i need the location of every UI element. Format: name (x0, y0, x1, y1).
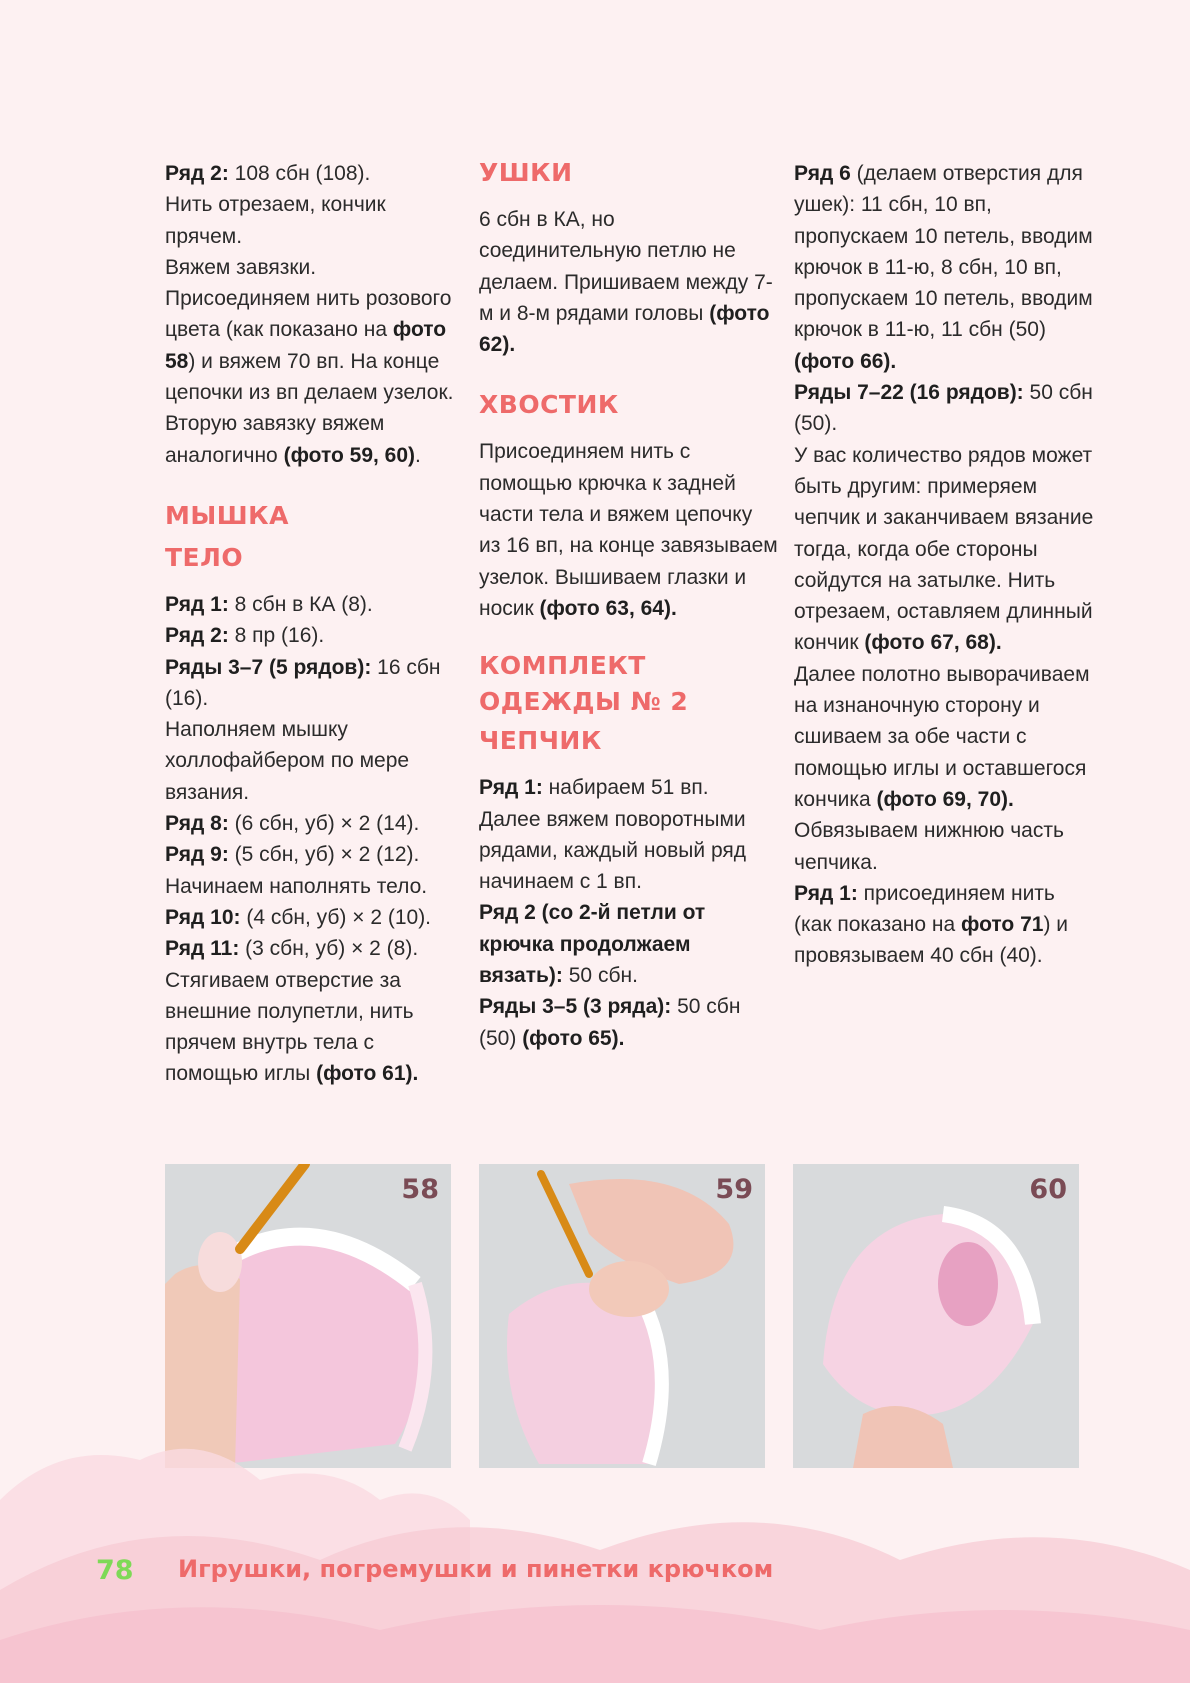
paragraph-cap-continued: Ряд 6 (делаем отверстия для ушек): 11 сбн, 10 вп, пропускаем 10 петель, вводим крючок в 11-ю, 8 сбн, 10 вп, пропускаем 10 петель, вводим крючок в 11-ю, 11 сбн (50) (фото 66). Ряды 7–22 (16 рядов): 50 сбн (50). У вас количество рядов может быть другим: примеряем чепчик и заканчиваем вязание тогда, когда обе стороны сойдутся на затылке. Нить отрезаем, оставляем длинный кончик (фото 67, 68). Далее полотно выворачиваем на изнаночную сторону и сшиваем за обе части с помощью иглы и оставшегося кончика (фото 69, 70). Обвязываем нижнюю часть чепчика. Ряд 1: присоединяем нить (как показано на фото 71) и провязываем 40 сбн (40). (794, 162, 1094, 968)
column-2 (479, 152, 779, 1054)
paragraph-binding-ties: Ряд 2: 108 сбн (108). Нить отрезаем, кончик прячем. Вяжем завязки. Присоединяем нить розового цвета (как показано на фото 58) и вяжем 70 вп. На конце цепочки из вп делаем узелок. Вторую завязку вяжем аналогично (фото 59, 60). (165, 162, 454, 467)
heading-tail: ХВОСТИК (479, 390, 619, 420)
photo-60: 60 (793, 1164, 1079, 1468)
photo-58: 58 (165, 1164, 451, 1468)
heading-ears: УШКИ (479, 158, 573, 187)
crochet-hat-illustration (793, 1164, 1079, 1468)
book-title: Игрушки, погремушки и пинетки крючком (178, 1555, 774, 1583)
page-number: 78 (96, 1555, 134, 1586)
heading-set: КОМПЛЕКТ (479, 651, 646, 681)
column-1 (165, 158, 465, 1090)
photo-59: 59 (479, 1164, 765, 1468)
body-rows: Ряд 1: 8 сбн в КА (8). Ряд 2: 8 пр (16). Ряды 3–7 (5 рядов): 16 сбн (16). Наполняем мышку холлофайбером по мере вязания. Ряд 8: (6 сбн, уб) × 2 (14). Ряд 9: (5 сбн, уб) × 2 (12). Начинаем наполнять тело. Ряд 10: (4 сбн, уб) × 2 (10). Ряд 11: (3 сбн, уб) × 2 (8). Стягиваем отверстие за внешние полупетли, нить прячем внутрь тела с помощью иглы (фото 61). (165, 592, 441, 1086)
heading-set-number: ОДЕЖДЫ № 2 (479, 687, 689, 717)
heading-mouse: МЫШКА (165, 500, 289, 530)
crochet-hat-illustration (479, 1164, 765, 1468)
column-3 (794, 158, 1094, 972)
paragraph-cap: Ряд 1: набираем 51 вп. Далее вяжем поворотными рядами, каждый новый ряд начинаем с 1 вп. Ряд 2 (со 2-й петли от крючка продолжаем вязать): 50 сбн. Ряды 3–5 (3 ряда): 50 сбн (50) (фото 65). (479, 776, 747, 1050)
paragraph-tail: Присоединяем нить с помощью крючка к задней части тела и вяжем цепочку из 16 вп, на конце завязываем узелок. Вышиваем глазки и носик (фото 63, 64). (479, 440, 778, 620)
paragraph-ears: 6 сбн в КА, но соединительную петлю не делаем. Пришиваем между 7-м и 8-м рядами головы (фото 62). (479, 208, 773, 357)
crochet-hat-illustration (165, 1164, 451, 1468)
heading-body: ТЕЛО (165, 542, 244, 572)
heading-cap: ЧЕПЧИК (479, 726, 602, 756)
